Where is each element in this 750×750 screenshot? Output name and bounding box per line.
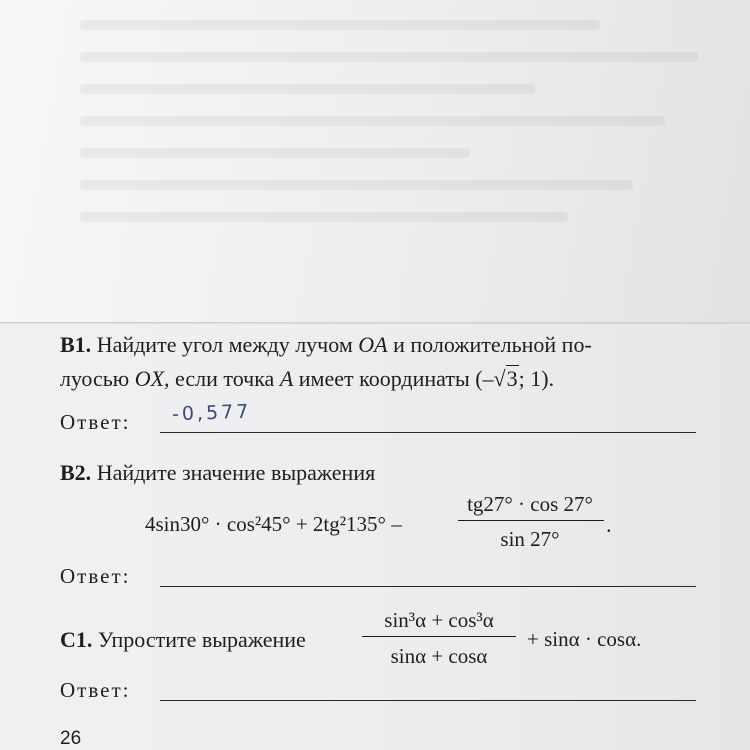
- b2-answer-line[interactable]: [160, 586, 696, 587]
- worksheet-page: [0, 324, 750, 750]
- c1-expression-tail: + sinα · cosα.: [527, 627, 642, 651]
- b2-expression-end: .: [606, 512, 612, 537]
- b1-coord-radicand: 3: [506, 366, 518, 391]
- b1-text-2-mid: , если точка: [164, 366, 280, 391]
- b1-coord-tail: ; 1).: [518, 366, 555, 391]
- b1-text-1: Найдите угол между лучом: [96, 332, 359, 357]
- b2-line-1: [60, 460, 375, 486]
- b1-text-1-tail: и положительной по-: [387, 332, 592, 357]
- b2-label: B2.: [60, 460, 92, 485]
- c1-answer-line[interactable]: [160, 700, 696, 701]
- b2-prompt: Найдите значение выражения: [96, 460, 376, 485]
- b1-answer-line[interactable]: [160, 432, 696, 433]
- c1-answer-label: Ответ:: [60, 678, 131, 702]
- b2-fraction-denominator: sin 27°: [500, 527, 560, 551]
- page-number: 26: [60, 728, 82, 749]
- c1-label: C1.: [60, 627, 93, 652]
- b1-line-2: [60, 366, 554, 392]
- b2-expression-left: 4sin30° · cos²45° + 2tg²135° –: [145, 512, 402, 536]
- b1-answer-label: Ответ:: [60, 410, 131, 434]
- b1-text-2-head: луосью: [60, 366, 135, 391]
- b2-answer-label: Ответ:: [60, 564, 131, 588]
- b2-fraction-numerator: tg27° · cos 27°: [467, 492, 593, 516]
- bleed-through-text: [80, 20, 730, 250]
- c1-prompt: Упростите выражение: [97, 627, 306, 652]
- b1-var-a: A: [279, 366, 294, 391]
- b2-fraction-bar: [458, 520, 604, 521]
- b1-line-1: [60, 332, 592, 358]
- c1-fraction-numerator: sin³α + cos³α: [384, 608, 494, 632]
- c1-fraction-bar: [362, 636, 516, 637]
- overlapping-paper-sheet: [0, 0, 750, 323]
- c1-line: [60, 627, 306, 653]
- b1-var-ox: OX: [134, 366, 165, 391]
- b1-label: B1.: [60, 332, 92, 357]
- c1-fraction-denominator: sinα + cosα: [390, 644, 488, 668]
- b1-var-oa: OA: [358, 332, 388, 357]
- b1-handwritten-answer: -0,577: [171, 400, 252, 426]
- b1-text-2-tail: имеет координаты (–√: [293, 366, 506, 391]
